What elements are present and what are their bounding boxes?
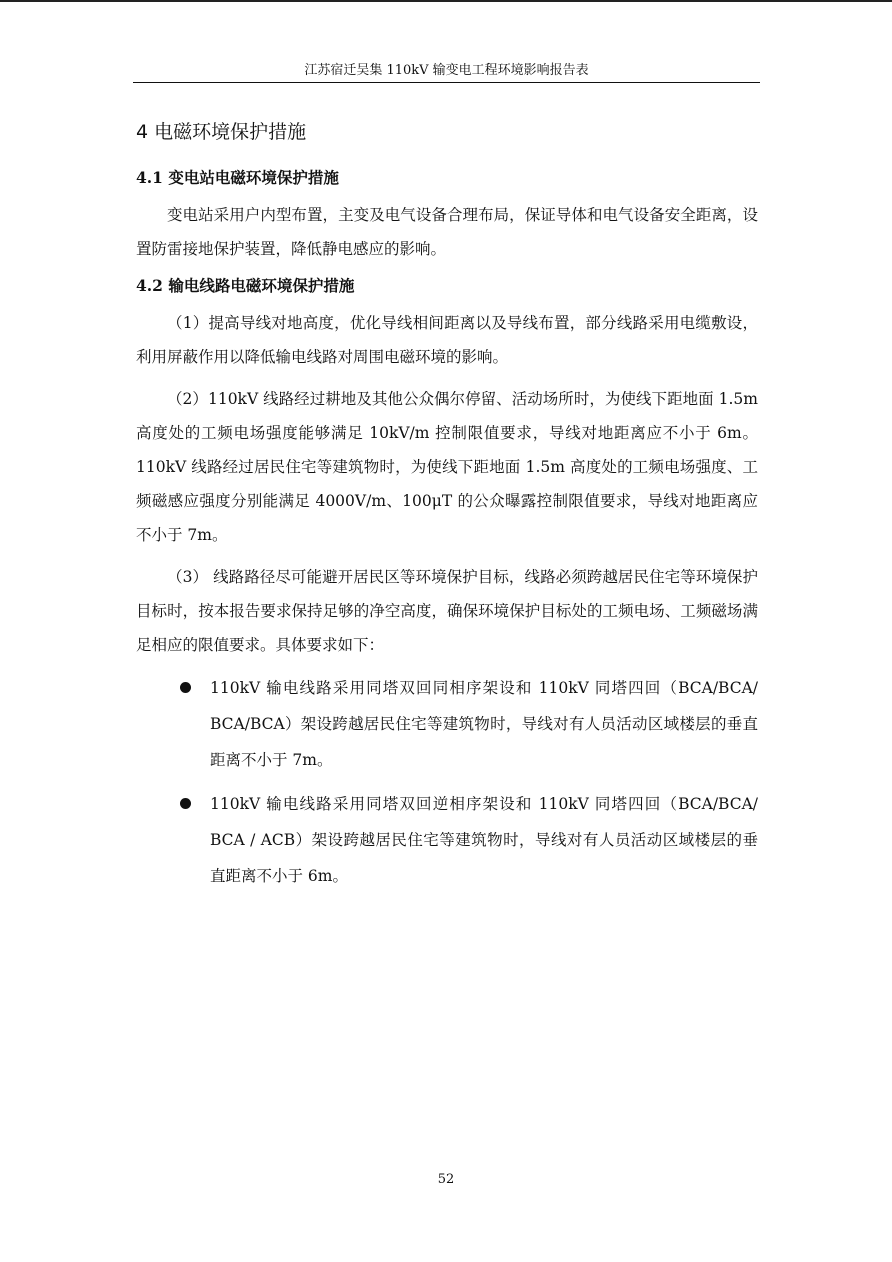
paragraph-4-1: 变电站采用户内型布置，主变及电气设备合理布局，保证导体和电气设备安全距离，设置防雷接地保护装置，降低静电感应的影响。 bbox=[136, 206, 758, 258]
page-content bbox=[136, 118, 758, 902]
list-item-text: 110kV 输电线路采用同塔双回同相序架设和 110kV 同塔四回（BCA/BCA/ BCA/BCA）架设跨越居民住宅等建筑物时，导线对有人员活动区域楼层的垂直距离不小于 7m。 bbox=[210, 679, 758, 769]
header-rule bbox=[133, 82, 760, 83]
running-header: 江苏宿迁吴集 110kV 输变电工程环境影响报告表 bbox=[304, 63, 589, 78]
requirements-list bbox=[136, 670, 758, 894]
list-item bbox=[136, 670, 758, 778]
page-number: 52 bbox=[437, 1172, 455, 1187]
paragraph-measure-3: （3） 线路路径尽可能避开居民区等环境保护目标，线路必须跨越居民住宅等环境保护目标时，按本报告要求保持足够的净空高度，确保环境保护目标处的工频电场、工频磁场满足相应的限值要求。具体要求如下： bbox=[136, 568, 758, 654]
subsection-heading-4-2: 4.2 输电线路电磁环境保护措施 bbox=[136, 276, 355, 295]
section-heading: 4 电磁环境保护措施 bbox=[136, 121, 307, 143]
bullet-dot-icon bbox=[180, 682, 191, 693]
page-top-border bbox=[0, 0, 892, 2]
bullet-dot-icon bbox=[180, 798, 191, 809]
paragraph-measure-2: （2）110kV 线路经过耕地及其他公众偶尔停留、活动场所时，为使线下距地面 1.5m 高度处的工频电场强度能够满足 10kV/m 控制限值要求，导线对地距离应不小于 6m。110kV 线路经过居民住宅等建筑物时，为使线下距地面 1.5m 高度处的工频电场强度、工频磁感应强度分别能满足 4000V/m、100μT 的公众曝露控制限值要求，导线对地距离应不小于 7m。 bbox=[136, 390, 758, 544]
subsection-heading-4-1: 4.1 变电站电磁环境保护措施 bbox=[136, 168, 339, 187]
paragraph-measure-1: （1）提高导线对地高度，优化导线相间距离以及导线布置，部分线路采用电缆敷设，利用屏蔽作用以降低输电线路对周围电磁环境的影响。 bbox=[136, 314, 758, 366]
list-item bbox=[136, 786, 758, 894]
list-item-text: 110kV 输电线路采用同塔双回逆相序架设和 110kV 同塔四回（BCA/BCA/ BCA / ACB）架设跨越居民住宅等建筑物时，导线对有人员活动区域楼层的垂直距离不小于 6m。 bbox=[210, 795, 758, 885]
